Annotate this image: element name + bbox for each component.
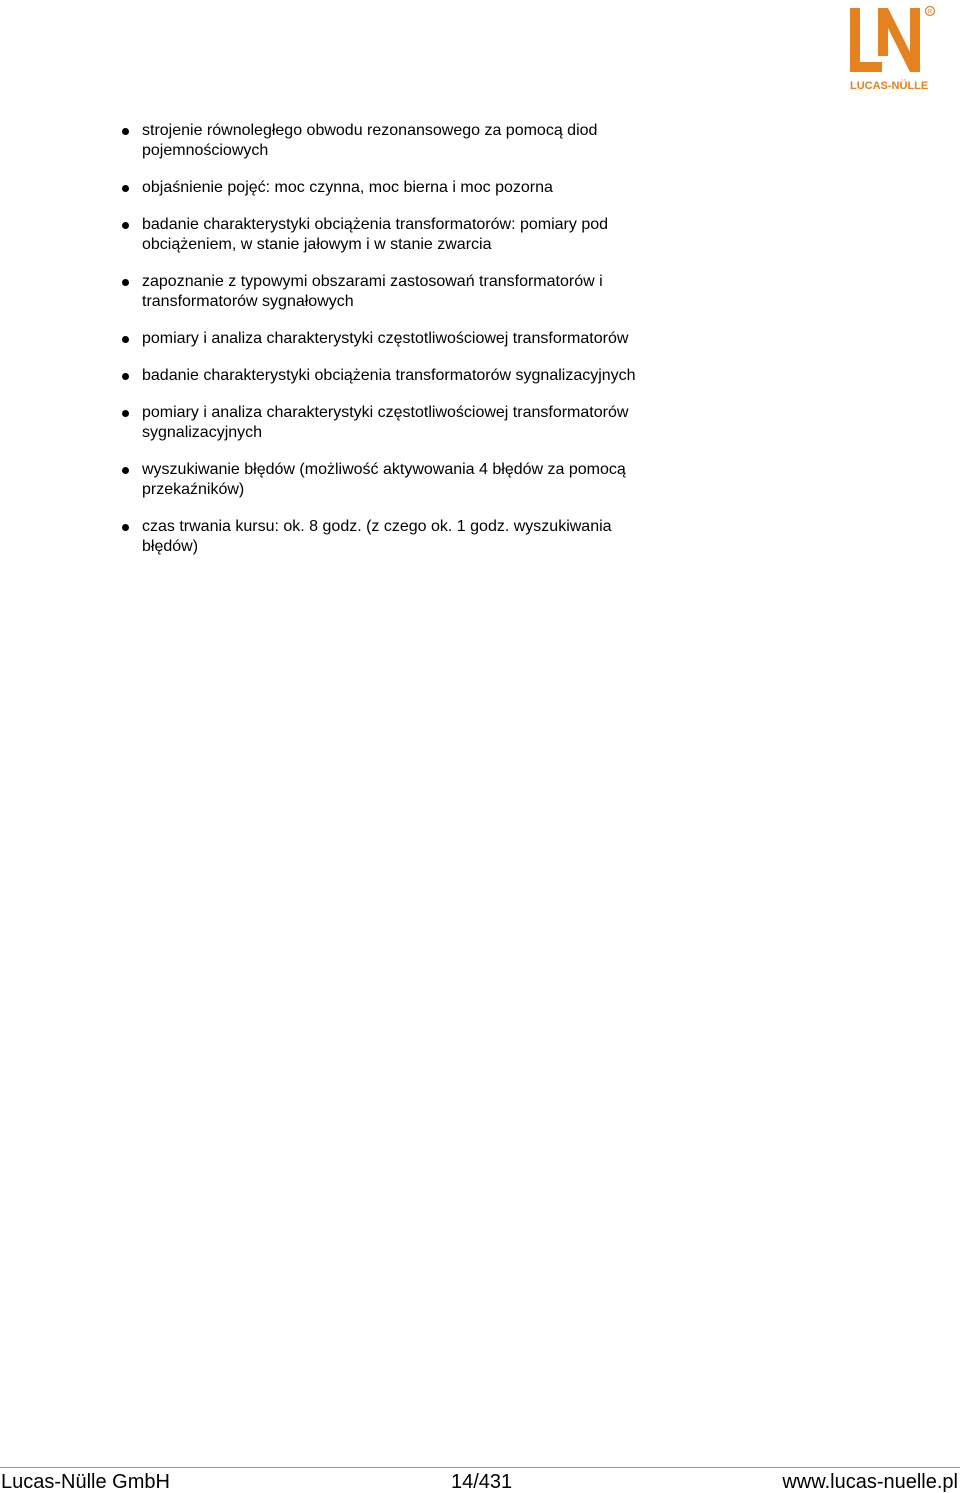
company-logo [848,4,938,94]
svg-text:R: R [927,9,933,16]
course-topics-list [0,121,960,574]
footer-website-link[interactable]: www.lucas-nuelle.pl [782,1471,958,1493]
bullet-icon [122,410,129,417]
list-item [0,272,642,312]
bullet-icon [122,373,129,380]
footer-company: Lucas-Nülle GmbH [1,1471,170,1493]
list-item-text: pomiary i analiza charakterystyki częstotliwościowej transformatorów sygnalizacyjnych [142,404,629,441]
list-item-text: czas trwania kursu: ok. 8 godz. (z czego ok. 1 godz. wyszukiwania błędów) [142,518,612,555]
list-item-text: badanie charakterystyki obciążenia transformatorów: pomiary pod obciążeniem, w stanie jałowym i w stanie zwarcia [142,216,609,253]
bullet-icon [122,524,129,531]
bullet-icon [122,336,129,343]
list-item [0,517,642,557]
list-item-text: pomiary i analiza charakterystyki częstotliwościowej transformatorów [142,330,629,347]
list-item [0,215,642,255]
list-item-text: wyszukiwanie błędów (możliwość aktywowania 4 błędów za pomocą przekaźników) [142,461,626,498]
list-item-text: zapoznanie z typowymi obszarami zastosowań transformatorów i transformatorów sygnałowych [142,273,603,310]
list-item-text: strojenie równoległego obwodu rezonansowego za pomocą diod pojemnościowych [142,122,598,159]
bullet-icon [122,128,129,135]
list-item [0,403,642,443]
footer-divider [0,1467,960,1468]
bullet-icon [122,467,129,474]
page-footer [0,1467,960,1493]
list-item-text: badanie charakterystyki obciążenia transformatorów sygnalizacyjnych [142,367,636,384]
bullet-icon [122,185,129,192]
list-item [0,121,642,161]
list-item [0,329,642,349]
list-item [0,460,642,500]
list-item [0,366,642,386]
bullet-icon [122,279,129,286]
list-item-text: objaśnienie pojęć: moc czynna, moc bierna i moc pozorna [142,179,553,196]
bullet-icon [122,222,129,229]
logo-caption: LUCAS-NÜLLE [850,80,929,92]
footer-page-number: 14/431 [451,1471,513,1493]
list-item [0,178,642,198]
